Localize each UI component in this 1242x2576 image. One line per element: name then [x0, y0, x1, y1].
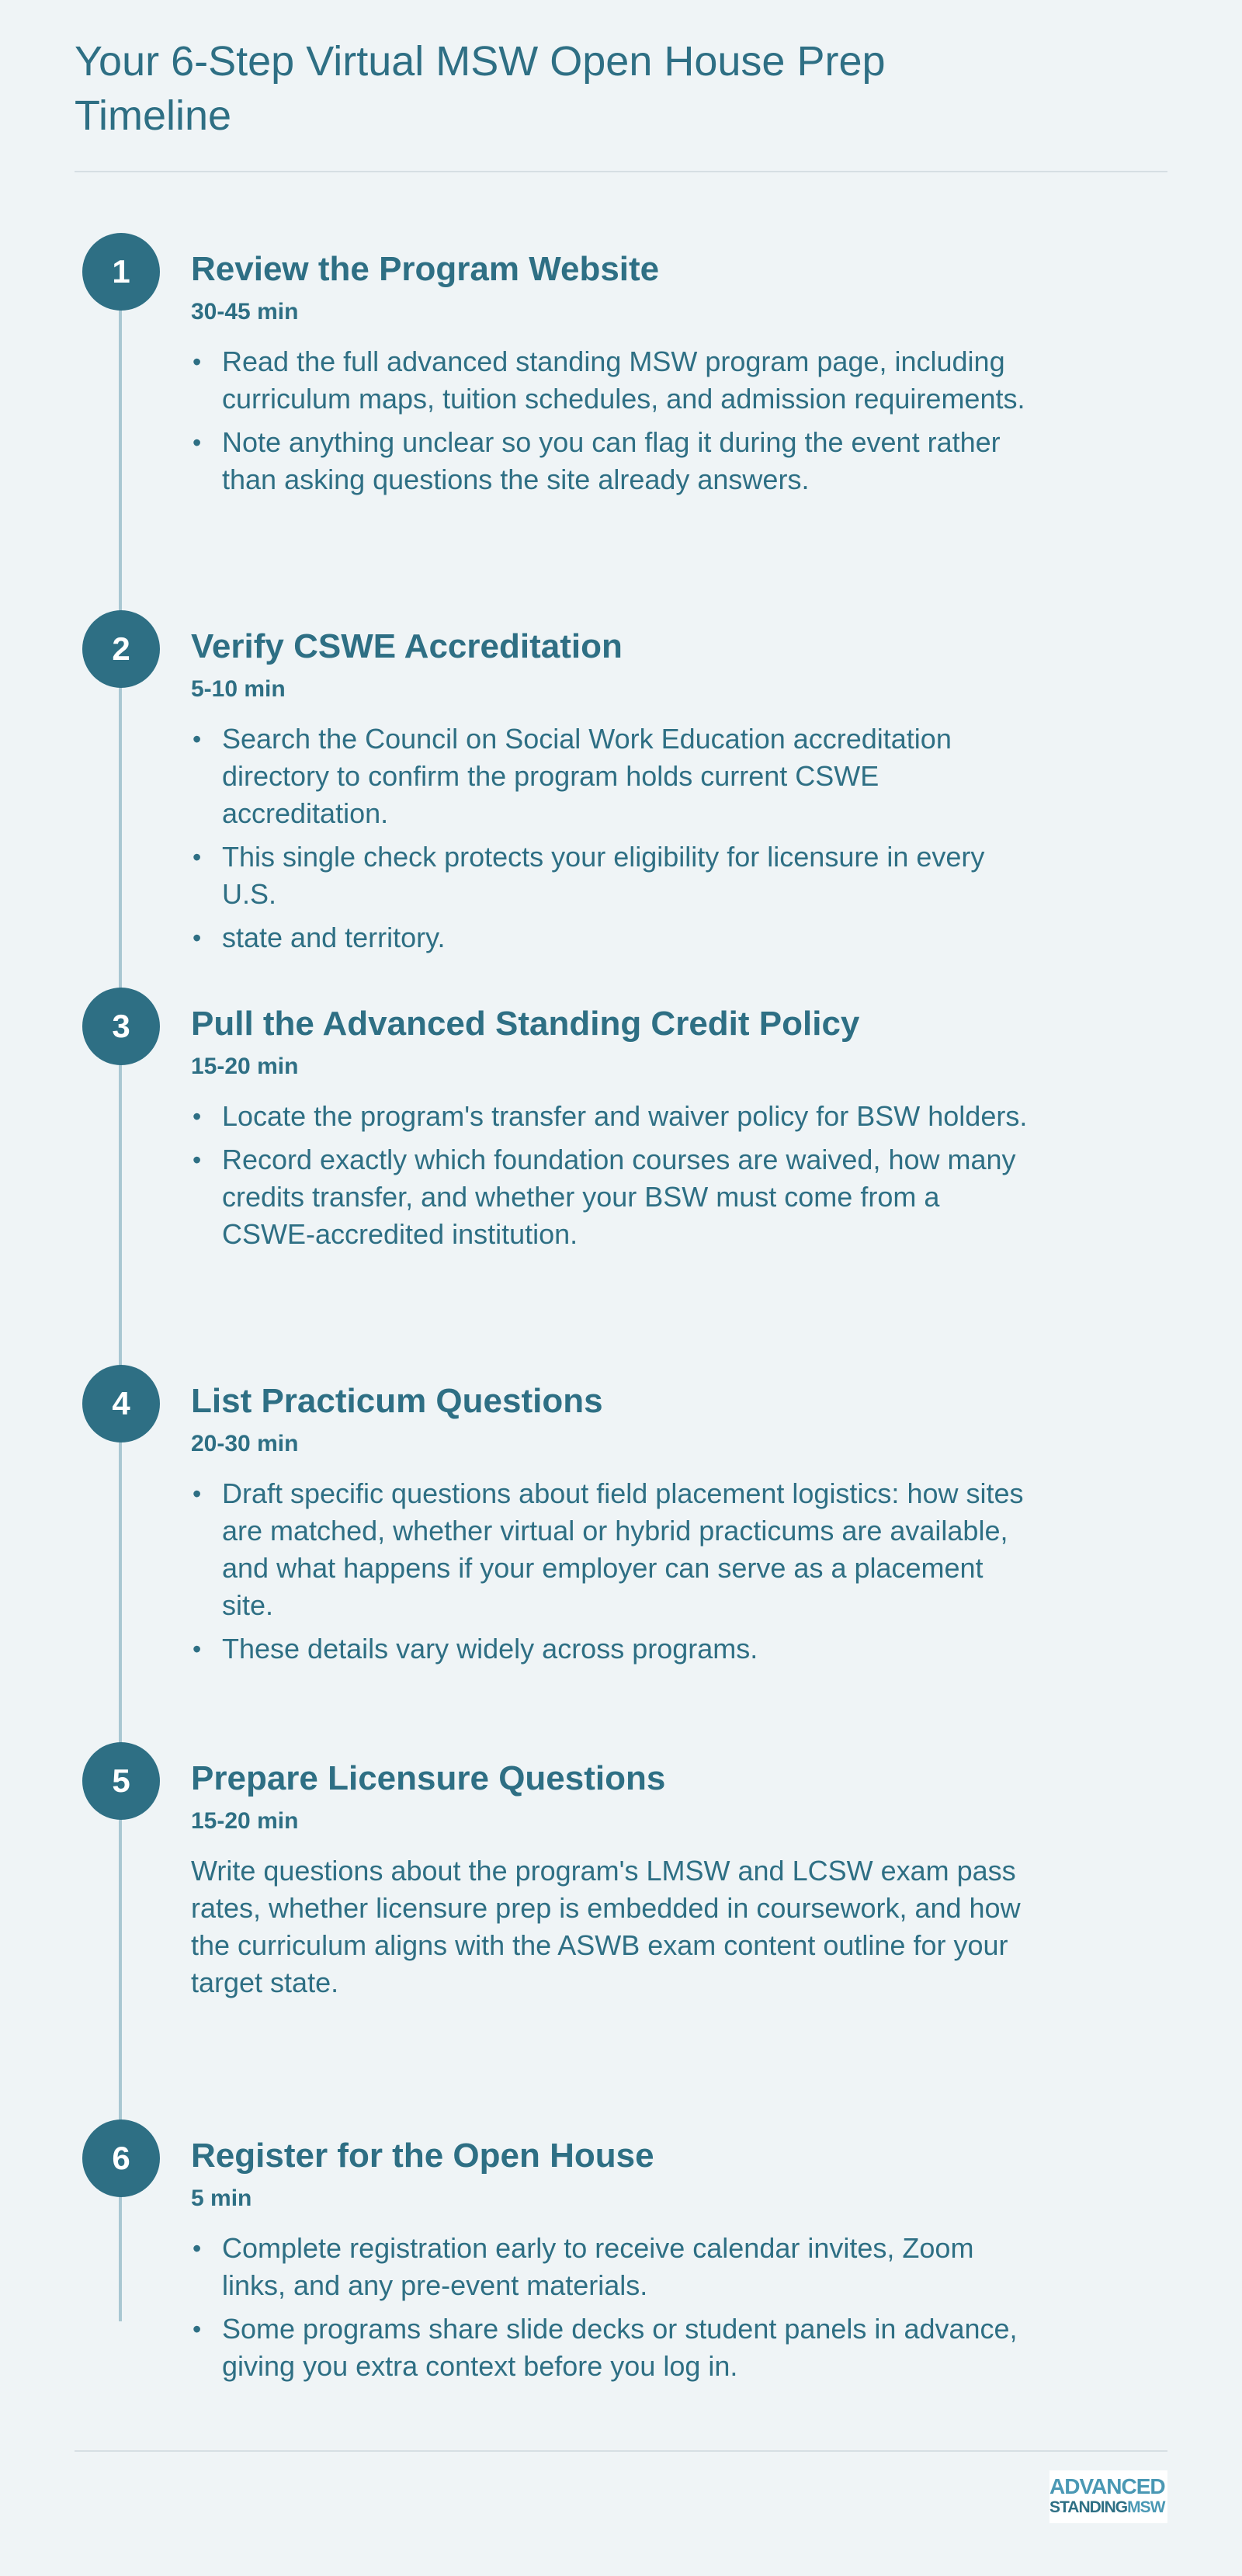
step-bullets	[191, 2230, 1029, 2385]
step-number-badge: 1	[82, 233, 160, 311]
bottom-divider	[75, 2450, 1167, 2452]
step-content	[191, 1758, 1084, 2001]
step-bullets	[191, 1098, 1029, 1253]
step-content	[191, 1380, 1084, 1674]
step-duration: 15-20 min	[191, 1054, 299, 1079]
step-title: List Practicum Questions	[191, 1382, 603, 1420]
step-bullets	[191, 1475, 1029, 1668]
step-number-badge: 4	[82, 1365, 160, 1442]
bullet-item: • Note anything unclear so you can flag it during the event rather than asking questions the site already answers.	[191, 424, 1029, 498]
bullet-item: • Some programs share slide decks or student panels in advance, giving you extra context before you log in.	[191, 2310, 1029, 2385]
step-title: Review the Program Website	[191, 250, 660, 288]
bullet-item: • Locate the program's transfer and waiver policy for BSW holders.	[191, 1098, 1029, 1135]
page-title: Your 6-Step Virtual MSW Open House Prep Timeline	[75, 38, 886, 139]
step-duration: 5-10 min	[191, 676, 286, 702]
step-number-badge: 2	[82, 610, 160, 688]
timeline-line	[119, 272, 122, 2321]
step-title: Register for the Open House	[191, 2137, 654, 2175]
bullet-item: • Complete registration early to receive calendar invites, Zoom links, and any pre-event materials.	[191, 2230, 1029, 2304]
step-number-badge: 3	[82, 988, 160, 1065]
step-title: Prepare Licensure Questions	[191, 1759, 666, 1797]
step-duration: 15-20 min	[191, 1808, 299, 1834]
logo-word-msw: MSW	[1127, 2498, 1165, 2516]
step-content	[191, 2135, 1084, 2391]
brand-logo	[1049, 2470, 1167, 2523]
top-divider	[75, 171, 1167, 172]
step-paragraph: Write questions about the program's LMSW and LCSW exam pass rates, whether licensure prep is embedded in coursework, and how the curriculum aligns with the ASWB exam content outline for your target state.	[191, 1855, 1021, 1998]
step-bullets	[191, 720, 1029, 956]
timeline	[75, 233, 1167, 2484]
step-content	[191, 1003, 1084, 1259]
step-title: Verify CSWE Accreditation	[191, 627, 623, 665]
bullet-item: • These details vary widely across programs.	[191, 1630, 1029, 1668]
logo-word-standing: STANDING	[1049, 2498, 1128, 2516]
bullet-item: • Draft specific questions about field placement logistics: how sites are matched, whether virtual or hybrid practicums are available, and what happens if your employer can serve as a placement site.	[191, 1475, 1029, 1624]
logo-line-1: ADVANCED	[1049, 2474, 1165, 2498]
step-number-badge: 5	[82, 1742, 160, 1820]
step-title: Pull the Advanced Standing Credit Policy	[191, 1005, 860, 1043]
bullet-item: • Read the full advanced standing MSW program page, including curriculum maps, tuition schedules, and admission requirements.	[191, 343, 1029, 418]
bullet-item: • This single check protects your eligibility for licensure in every U.S.	[191, 838, 1029, 913]
step-duration: 5 min	[191, 2185, 252, 2211]
logo-line-2	[1049, 2498, 1163, 2517]
step-bullets	[191, 343, 1029, 498]
step-duration: 20-30 min	[191, 1431, 299, 1456]
bullet-item: • state and territory.	[191, 919, 1029, 956]
step-content	[191, 248, 1084, 505]
step-content	[191, 626, 1084, 963]
step-duration: 30-45 min	[191, 299, 299, 325]
bullet-item: • Record exactly which foundation courses are waived, how many credits transfer, and whether your BSW must come from a CSWE-accredited institution.	[191, 1141, 1029, 1253]
step-number-badge: 6	[82, 2119, 160, 2197]
bullet-item: • Search the Council on Social Work Education accreditation directory to confirm the program holds current CSWE accreditation.	[191, 720, 1029, 832]
